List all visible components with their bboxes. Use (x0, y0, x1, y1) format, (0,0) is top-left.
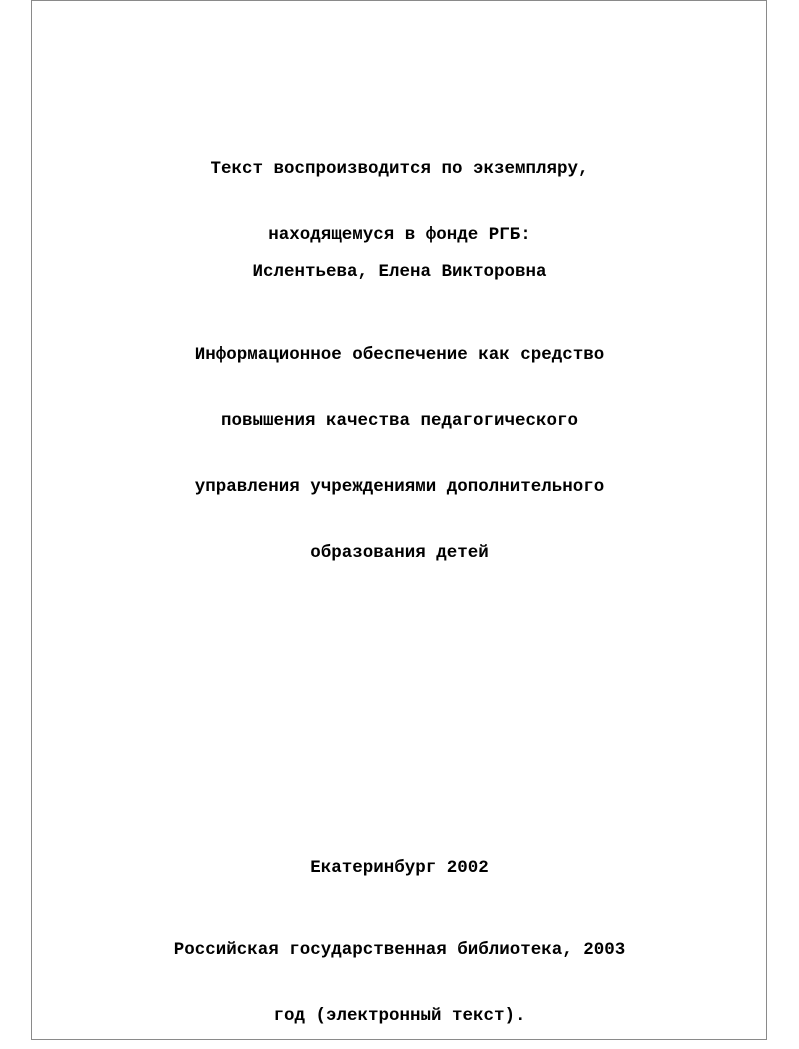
place-year-line: Екатеринбург 2002 (310, 858, 489, 878)
title-line: Информационное обеспечение как средство (194, 345, 605, 365)
library-note-line: Российская государственная библиотека, 2003 (173, 940, 626, 960)
title-line: повышения качества педагогического (220, 411, 579, 431)
library-note (0, 895, 799, 1049)
title-line: управления учреждениями дополнительного (194, 477, 605, 497)
title-line: образования детей (310, 543, 489, 563)
author-line: Ислентьева, Елена Викторовна (252, 262, 547, 282)
author-name (0, 217, 799, 305)
place-year (0, 813, 799, 901)
source-note-line: находящемуся в фонде РГБ: (268, 225, 531, 245)
library-note-line: год (электронный текст). (273, 1006, 526, 1026)
document-title (0, 300, 799, 586)
source-note-line: Текст воспроизводится по экземпляру, (210, 159, 589, 179)
